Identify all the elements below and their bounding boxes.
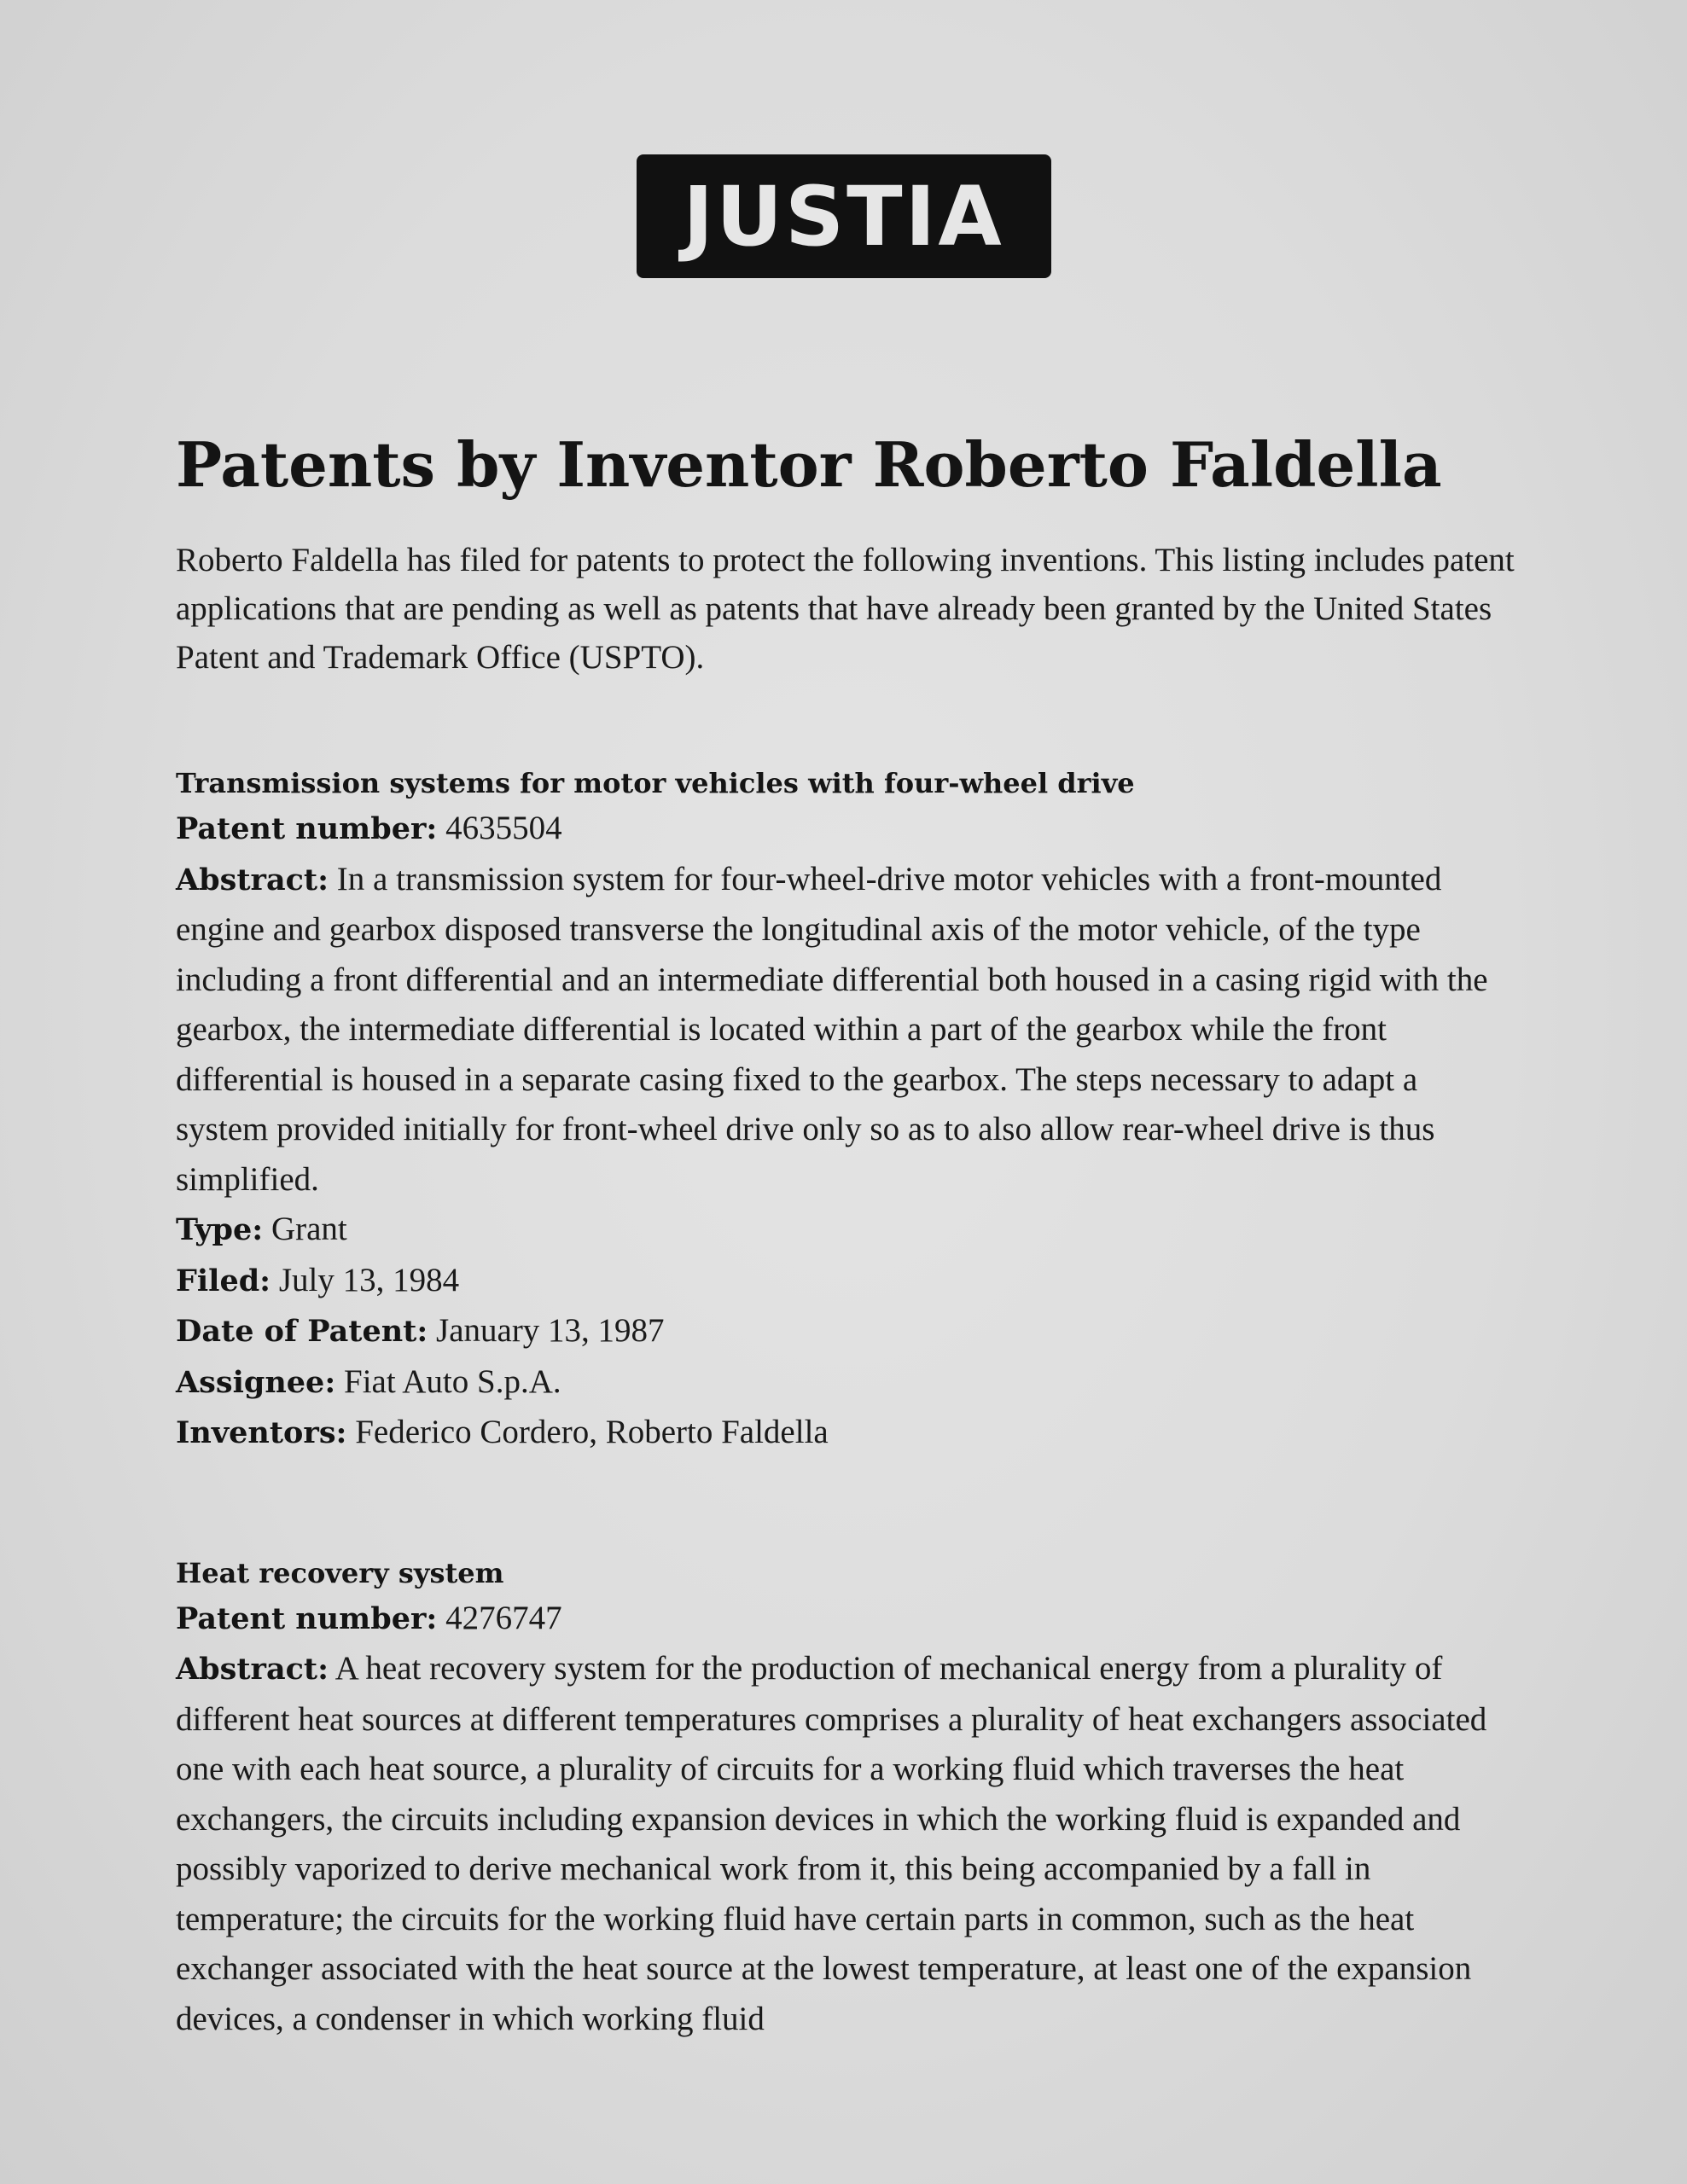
patent-title-link[interactable]: Transmission systems for motor vehicles with four-wheel drive	[176, 767, 1135, 799]
abstract-field	[176, 1644, 1515, 2044]
filed-label: Filed:	[176, 1263, 271, 1298]
date-of-patent-field	[176, 1306, 1515, 1357]
filed-field	[176, 1256, 1515, 1307]
main-content	[176, 418, 1515, 2044]
assignee-field	[176, 1357, 1515, 1409]
patent-number-field	[176, 804, 1515, 855]
assignee-value: Fiat Auto S.p.A.	[344, 1362, 561, 1400]
patent-number-label: Patent number:	[176, 1600, 438, 1636]
patent-title-link[interactable]: Heat recovery system	[176, 1556, 504, 1589]
patent-entry	[176, 763, 1515, 1459]
abstract-value: In a transmission system for four-wheel-drive motor vehicles with a front-mounted engine and gearbox disposed transverse the longitudinal axis of the motor vehicle, of the type including a front differential and an intermediate differential both housed in a casing rigid with the gearbox, the intermediate differential is located within a part of the gearbox while the front differential is housed in a separate casing fixed to the gearbox. The steps necessary to adapt a system provided initially for front-wheel drive only so as to also allow rear-wheel drive is thus simplified.	[176, 860, 1488, 1198]
justia-logo[interactable]	[637, 154, 1051, 278]
logo-container	[0, 154, 1687, 278]
date-of-patent-label: Date of Patent:	[176, 1314, 428, 1349]
patent-number-value: 4276747	[445, 1599, 562, 1636]
inventors-value: Federico Cordero, Roberto Faldella	[355, 1414, 829, 1450]
patent-number-field	[176, 1594, 1515, 1645]
abstract-value: A heat recovery system for the production of mechanical energy from a plurality of different heat sources at different temperatures comprises a plurality of heat exchangers associated one with each heat source, a plurality of circuits for a working fluid which traverses the heat exchangers, the circuits including expansion devices in which the working fluid is expanded and possibly vaporized to derive mechanical work from it, this being accompanied by a fall in temperature; the circuits for the working fluid have certain parts in common, such as the heat exchanger associated with the heat source at the lowest temperature, at least one of the expansion devices, a condenser in which working fluid	[176, 1650, 1487, 2037]
abstract-label: Abstract:	[176, 862, 329, 897]
abstract-label: Abstract:	[176, 1652, 329, 1687]
filed-value: July 13, 1984	[278, 1261, 460, 1298]
inventors-field	[176, 1408, 1515, 1459]
patent-number-label: Patent number:	[176, 811, 438, 846]
intro-paragraph: Roberto Faldella has filed for patents to protect the following inventions. This listing includes patent applications that are pending as well as patents that have already been granted by the United States Patent and Trademark Office (USPTO).	[176, 542, 1515, 676]
page-title: Patents by Inventor Roberto Faldella	[176, 428, 1442, 501]
type-value: Grant	[271, 1211, 347, 1247]
patent-number-value: 4635504	[445, 810, 562, 846]
inventors-label: Inventors:	[176, 1415, 347, 1450]
type-field	[176, 1205, 1515, 1256]
abstract-field	[176, 855, 1515, 1205]
assignee-label: Assignee:	[176, 1364, 336, 1400]
date-of-patent-value: January 13, 1987	[436, 1312, 665, 1349]
type-label: Type:	[176, 1212, 264, 1247]
logo-text: JUSTIA	[683, 168, 1004, 264]
patent-entry	[176, 1553, 1515, 2045]
